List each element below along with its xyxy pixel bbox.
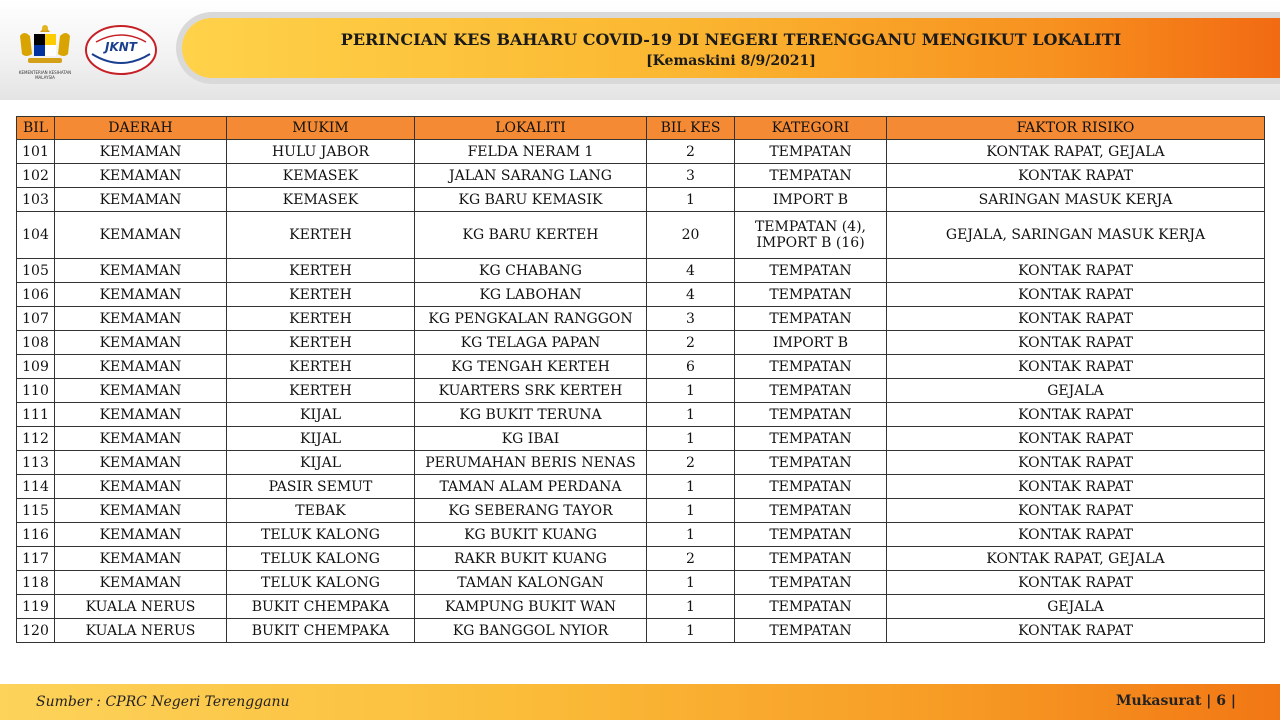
table-row — [17, 331, 1265, 355]
cell-kategori: TEMPATAN — [735, 140, 887, 164]
cell-bil: 104 — [17, 212, 55, 259]
cell-bil: 109 — [17, 355, 55, 379]
cell-lokaliti: KG BUKIT KUANG — [415, 523, 647, 547]
cell-mukim: KIJAL — [227, 451, 415, 475]
cell-daerah: KEMAMAN — [55, 331, 227, 355]
cell-mukim: KERTEH — [227, 212, 415, 259]
cell-mukim: KERTEH — [227, 355, 415, 379]
cell-faktor-risiko: KONTAK RAPAT — [887, 523, 1265, 547]
cell-faktor-risiko: SARINGAN MASUK KERJA — [887, 188, 1265, 212]
cell-faktor-risiko: GEJALA — [887, 595, 1265, 619]
cell-daerah: KEMAMAN — [55, 259, 227, 283]
cell-bil: 108 — [17, 331, 55, 355]
column-header-faktor-risiko: FAKTOR RISIKO — [887, 117, 1265, 140]
cell-mukim: BUKIT CHEMPAKA — [227, 619, 415, 643]
cell-mukim: KEMASEK — [227, 188, 415, 212]
jknt-emblem-icon — [84, 24, 158, 76]
cell-mukim: KERTEH — [227, 283, 415, 307]
cell-daerah: KEMAMAN — [55, 307, 227, 331]
cell-mukim: KERTEH — [227, 379, 415, 403]
cell-lokaliti: KG SEBERANG TAYOR — [415, 499, 647, 523]
table-row — [17, 595, 1265, 619]
cell-kategori: TEMPATAN — [735, 475, 887, 499]
cell-bil-kes: 2 — [647, 331, 735, 355]
kkm-logo-caption: KEMENTERIAN KESIHATAN MALAYSIA — [18, 70, 72, 80]
cell-lokaliti: TAMAN KALONGAN — [415, 571, 647, 595]
cell-faktor-risiko: KONTAK RAPAT — [887, 451, 1265, 475]
cell-lokaliti: KG CHABANG — [415, 259, 647, 283]
cell-lokaliti: KG PENGKALAN RANGGON — [415, 307, 647, 331]
cell-bil: 115 — [17, 499, 55, 523]
column-header-kategori: KATEGORI — [735, 117, 887, 140]
cell-kategori: TEMPATAN — [735, 164, 887, 188]
cell-mukim: KIJAL — [227, 403, 415, 427]
cell-lokaliti: FELDA NERAM 1 — [415, 140, 647, 164]
cell-faktor-risiko: KONTAK RAPAT — [887, 355, 1265, 379]
table-row — [17, 164, 1265, 188]
cell-mukim: TELUK KALONG — [227, 571, 415, 595]
cell-kategori: TEMPATAN — [735, 427, 887, 451]
cell-lokaliti: KG LABOHAN — [415, 283, 647, 307]
table-row — [17, 259, 1265, 283]
cell-mukim: KEMASEK — [227, 164, 415, 188]
table-row — [17, 307, 1265, 331]
cell-daerah: KEMAMAN — [55, 403, 227, 427]
cases-table — [16, 116, 1265, 643]
cell-daerah: KEMAMAN — [55, 164, 227, 188]
cell-lokaliti: KG IBAI — [415, 427, 647, 451]
cell-bil-kes: 1 — [647, 475, 735, 499]
cell-bil-kes: 1 — [647, 403, 735, 427]
table-body — [17, 140, 1265, 643]
cell-kategori: TEMPATAN — [735, 451, 887, 475]
cell-kategori: IMPORT B — [735, 331, 887, 355]
cell-bil-kes: 4 — [647, 259, 735, 283]
table-row — [17, 523, 1265, 547]
cell-kategori: TEMPATAN — [735, 283, 887, 307]
cell-mukim: KERTEH — [227, 259, 415, 283]
cell-daerah: KEMAMAN — [55, 379, 227, 403]
cell-bil-kes: 2 — [647, 451, 735, 475]
cell-mukim: TELUK KALONG — [227, 547, 415, 571]
cell-bil-kes: 1 — [647, 523, 735, 547]
cell-bil: 110 — [17, 379, 55, 403]
cell-bil: 119 — [17, 595, 55, 619]
cell-mukim: TEBAK — [227, 499, 415, 523]
table-row — [17, 475, 1265, 499]
cell-faktor-risiko: KONTAK RAPAT, GEJALA — [887, 140, 1265, 164]
cell-daerah: KEMAMAN — [55, 547, 227, 571]
cell-faktor-risiko: KONTAK RAPAT, GEJALA — [887, 547, 1265, 571]
column-header-lokaliti: LOKALITI — [415, 117, 647, 140]
cell-lokaliti: TAMAN ALAM PERDANA — [415, 475, 647, 499]
table-row — [17, 355, 1265, 379]
cell-bil-kes: 2 — [647, 140, 735, 164]
cell-mukim: TELUK KALONG — [227, 523, 415, 547]
cell-kategori: TEMPATAN — [735, 403, 887, 427]
cell-lokaliti: KAMPUNG BUKIT WAN — [415, 595, 647, 619]
cell-bil-kes: 3 — [647, 164, 735, 188]
cell-faktor-risiko: KONTAK RAPAT — [887, 571, 1265, 595]
cell-daerah: KEMAMAN — [55, 188, 227, 212]
cell-faktor-risiko: KONTAK RAPAT — [887, 403, 1265, 427]
cell-bil-kes: 3 — [647, 307, 735, 331]
page-number: Mukasurat | 6 | — [1116, 693, 1236, 709]
cell-mukim: BUKIT CHEMPAKA — [227, 595, 415, 619]
cell-lokaliti: KG BARU KERTEH — [415, 212, 647, 259]
footer-source: Sumber : CPRC Negeri Terengganu — [36, 694, 290, 710]
cell-bil-kes: 20 — [647, 212, 735, 259]
cell-daerah: KUALA NERUS — [55, 595, 227, 619]
column-header-daerah: DAERAH — [55, 117, 227, 140]
cell-bil: 103 — [17, 188, 55, 212]
cell-kategori: TEMPATAN — [735, 379, 887, 403]
table-row — [17, 379, 1265, 403]
column-header-bil: BIL — [17, 117, 55, 140]
table-row — [17, 571, 1265, 595]
cell-bil-kes: 4 — [647, 283, 735, 307]
cell-lokaliti: KG BARU KEMASIK — [415, 188, 647, 212]
cell-mukim: PASIR SEMUT — [227, 475, 415, 499]
cell-bil: 111 — [17, 403, 55, 427]
table-row — [17, 212, 1265, 259]
table-row — [17, 283, 1265, 307]
cell-daerah: KEMAMAN — [55, 140, 227, 164]
cell-bil: 101 — [17, 140, 55, 164]
cell-bil: 117 — [17, 547, 55, 571]
cell-daerah: KEMAMAN — [55, 571, 227, 595]
jknt-logo-text: JKNT — [105, 40, 137, 54]
cell-kategori: TEMPATAN — [735, 547, 887, 571]
kkm-logo — [14, 22, 76, 82]
cell-bil-kes: 1 — [647, 379, 735, 403]
cell-bil-kes: 2 — [647, 547, 735, 571]
cell-bil-kes: 6 — [647, 355, 735, 379]
cell-faktor-risiko: KONTAK RAPAT — [887, 307, 1265, 331]
cell-bil-kes: 1 — [647, 499, 735, 523]
cell-lokaliti: KG TELAGA PAPAN — [415, 331, 647, 355]
cell-bil: 113 — [17, 451, 55, 475]
cell-faktor-risiko: KONTAK RAPAT — [887, 283, 1265, 307]
cell-bil-kes: 1 — [647, 188, 735, 212]
cell-lokaliti: PERUMAHAN BERIS NENAS — [415, 451, 647, 475]
cell-bil: 118 — [17, 571, 55, 595]
cell-kategori: IMPORT B — [735, 188, 887, 212]
cell-lokaliti: KG TENGAH KERTEH — [415, 355, 647, 379]
cell-faktor-risiko: KONTAK RAPAT — [887, 427, 1265, 451]
cell-bil: 116 — [17, 523, 55, 547]
cell-daerah: KEMAMAN — [55, 451, 227, 475]
cell-daerah: KEMAMAN — [55, 427, 227, 451]
cell-faktor-risiko: GEJALA — [887, 379, 1265, 403]
cell-bil: 112 — [17, 427, 55, 451]
table-row — [17, 188, 1265, 212]
coat-of-arms-icon — [14, 22, 76, 68]
cell-lokaliti: KG BANGGOL NYIOR — [415, 619, 647, 643]
cell-kategori: TEMPATAN — [735, 619, 887, 643]
cell-mukim: KERTEH — [227, 331, 415, 355]
cell-faktor-risiko: KONTAK RAPAT — [887, 259, 1265, 283]
cell-bil-kes: 1 — [647, 619, 735, 643]
cell-mukim: KERTEH — [227, 307, 415, 331]
cell-kategori: TEMPATAN — [735, 355, 887, 379]
cell-bil-kes: 1 — [647, 427, 735, 451]
table-row — [17, 427, 1265, 451]
cell-faktor-risiko: KONTAK RAPAT — [887, 164, 1265, 188]
cell-kategori: TEMPATAN (4), IMPORT B (16) — [735, 212, 887, 259]
cell-bil: 105 — [17, 259, 55, 283]
cell-daerah: KEMAMAN — [55, 212, 227, 259]
column-header-mukim: MUKIM — [227, 117, 415, 140]
cell-kategori: TEMPATAN — [735, 523, 887, 547]
cell-faktor-risiko: GEJALA, SARINGAN MASUK KERJA — [887, 212, 1265, 259]
cell-bil: 114 — [17, 475, 55, 499]
page-title: PERINCIAN KES BAHARU COVID-19 DI NEGERI TERENGGANU MENGIKUT LOKALITI — [340, 30, 1122, 49]
cell-kategori: TEMPATAN — [735, 259, 887, 283]
cell-daerah: KEMAMAN — [55, 283, 227, 307]
cell-kategori: TEMPATAN — [735, 571, 887, 595]
jknt-logo — [84, 24, 158, 76]
column-header-bil-kes: BIL KES — [647, 117, 735, 140]
cell-faktor-risiko: KONTAK RAPAT — [887, 619, 1265, 643]
table-header-row — [17, 117, 1265, 140]
cell-faktor-risiko: KONTAK RAPAT — [887, 499, 1265, 523]
page-subtitle: [Kemaskini 8/9/2021] — [646, 53, 816, 69]
table-row — [17, 403, 1265, 427]
cell-bil: 106 — [17, 283, 55, 307]
cell-lokaliti: RAKR BUKIT KUANG — [415, 547, 647, 571]
cell-faktor-risiko: KONTAK RAPAT — [887, 475, 1265, 499]
table-row — [17, 547, 1265, 571]
table-row — [17, 140, 1265, 164]
cell-lokaliti: JALAN SARANG LANG — [415, 164, 647, 188]
cell-faktor-risiko: KONTAK RAPAT — [887, 331, 1265, 355]
cell-bil: 107 — [17, 307, 55, 331]
cell-lokaliti: KG BUKIT TERUNA — [415, 403, 647, 427]
table-row — [17, 619, 1265, 643]
cell-daerah: KEMAMAN — [55, 475, 227, 499]
cell-bil: 120 — [17, 619, 55, 643]
cell-lokaliti: KUARTERS SRK KERTEH — [415, 379, 647, 403]
cell-daerah: KUALA NERUS — [55, 619, 227, 643]
cell-mukim: HULU JABOR — [227, 140, 415, 164]
cell-bil-kes: 1 — [647, 595, 735, 619]
cell-bil: 102 — [17, 164, 55, 188]
cell-daerah: KEMAMAN — [55, 523, 227, 547]
table-row — [17, 451, 1265, 475]
cell-daerah: KEMAMAN — [55, 499, 227, 523]
cell-kategori: TEMPATAN — [735, 499, 887, 523]
table-row — [17, 499, 1265, 523]
cell-mukim: KIJAL — [227, 427, 415, 451]
cell-kategori: TEMPATAN — [735, 307, 887, 331]
cell-kategori: TEMPATAN — [735, 595, 887, 619]
cell-bil-kes: 1 — [647, 571, 735, 595]
cell-daerah: KEMAMAN — [55, 355, 227, 379]
